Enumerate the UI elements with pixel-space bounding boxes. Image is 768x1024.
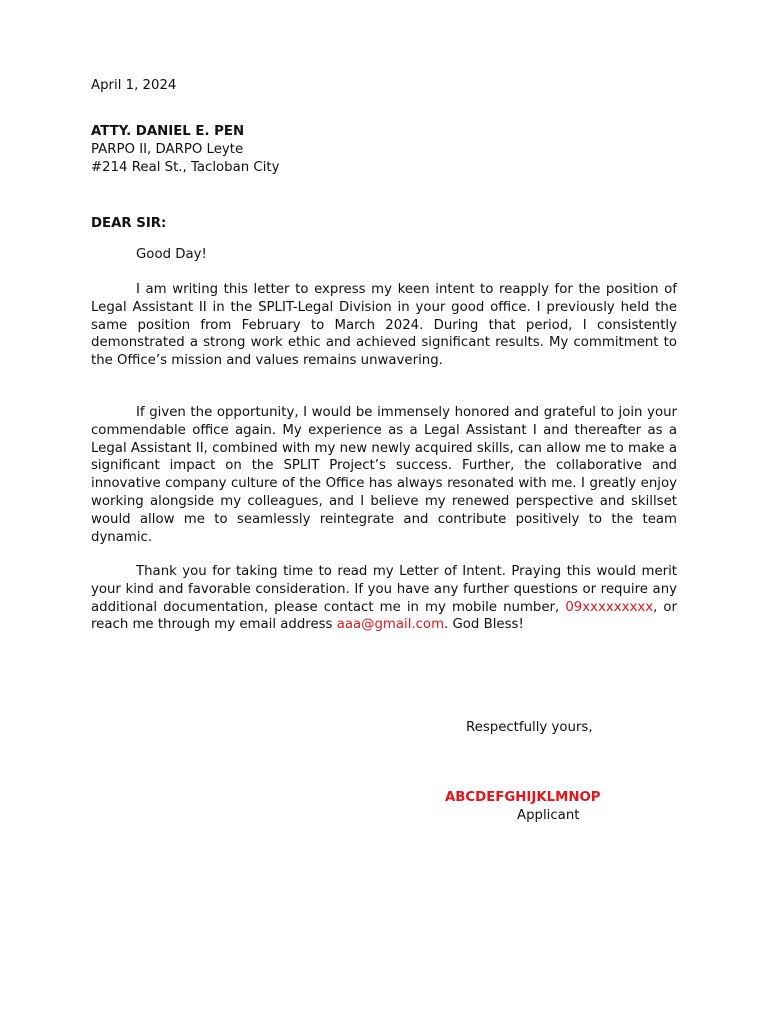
- signature-title: Applicant: [517, 808, 580, 823]
- greeting: Good Day!: [136, 247, 207, 262]
- recipient-block: [91, 123, 280, 176]
- paragraph-3-text-middle: , or reach me through my email address: [91, 599, 678, 633]
- closing: Respectfully yours,: [466, 720, 593, 735]
- signature-name: ABCDEFGHIJKLMNOP: [445, 790, 601, 805]
- recipient-position: PARPO II, DARPO Leyte: [91, 141, 244, 157]
- body-paragraph-3: [91, 563, 677, 634]
- body-paragraph-2: If given the opportunity, I would be immensely honored and grateful to join your commendable office again. My experience as a Legal Assistant I and thereafter as a Legal Assistant II, combined with my new newly acquired skills, can allow me to make a significant impact on the SPLIT Project’s success. Further, the collaborative and innovative company culture of the Office has always resonated with me. I greatly enjoy working alongside my colleagues, and I believe my renewed perspective and skillset would allow me to seamlessly reintegrate and contribute positively to the team dynamic.: [91, 405, 677, 545]
- recipient-name: ATTY. DANIEL E. PEN: [91, 124, 245, 139]
- email-address: aaa@gmail.com: [336, 617, 445, 633]
- mobile-number: 09xxxxxxxxx: [565, 599, 654, 615]
- letter-date: April 1, 2024: [91, 78, 177, 93]
- recipient-address: #214 Real St., Tacloban City: [91, 159, 280, 175]
- paragraph-3-text-start: Thank you for taking time to read my Letter of Intent. Praying this would merit your kind and favorable consideration. If you have any further questions or require any additional documentation, please contact me in my mobile number,: [91, 564, 677, 615]
- paragraph-3-text-end: . God Bless!: [444, 617, 524, 633]
- body-paragraph-1: I am writing this letter to express my keen intent to reapply for the position of Legal Assistant II in the SPLIT-Legal Division in your good office. I previously held the same position from February to March 2024. During that period, I consistently demonstrated a strong work ethic and achieved significant results. My commitment to the Office’s mission and values remains unwavering.: [91, 282, 677, 369]
- salutation: DEAR SIR:: [91, 216, 167, 231]
